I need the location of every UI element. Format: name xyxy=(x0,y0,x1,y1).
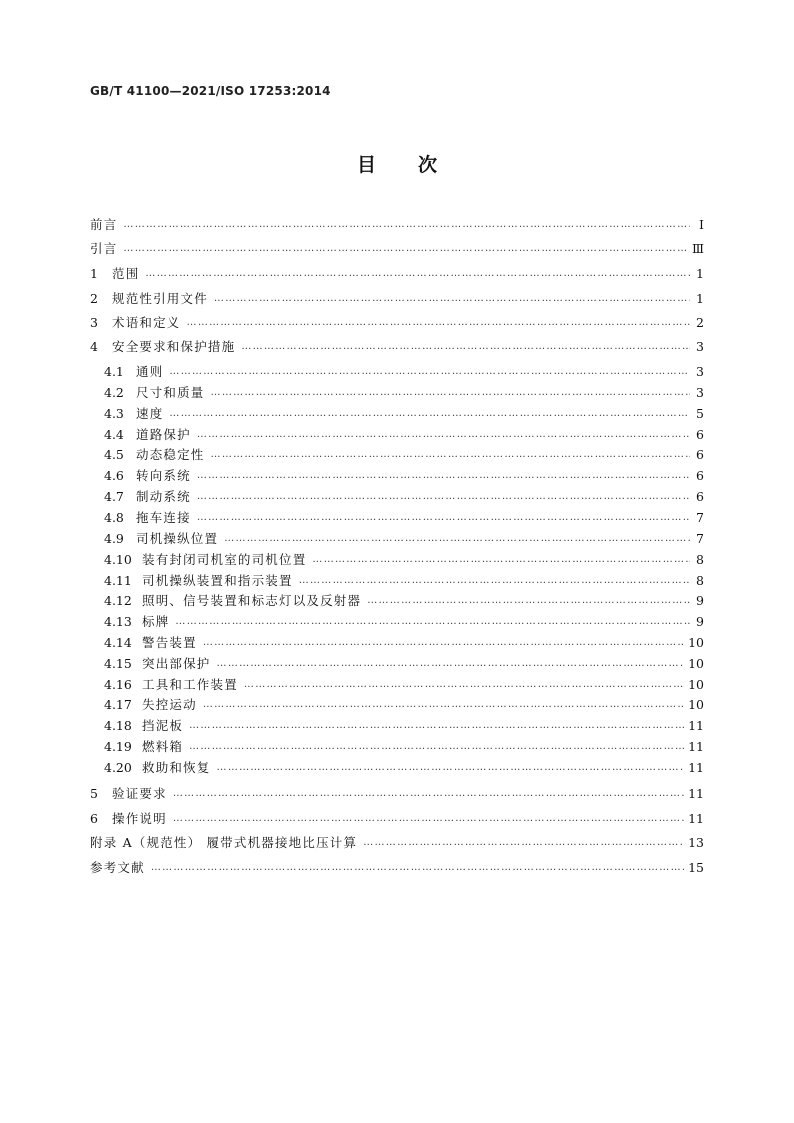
toc-entry-label: 操作说明 xyxy=(112,811,167,826)
toc-entry-number: 4.8 xyxy=(104,510,124,525)
toc-entry-page: 2 xyxy=(696,315,704,330)
toc-entry-page: 1 xyxy=(696,266,704,281)
toc-entry[interactable] xyxy=(90,362,704,382)
toc-entry-page: 6 xyxy=(696,489,704,504)
toc-entry-page: 7 xyxy=(696,531,704,546)
toc-entry-label: 挡泥板 xyxy=(142,718,184,733)
toc-entry-page: 10 xyxy=(688,697,704,712)
toc-leader-dots xyxy=(203,695,684,715)
toc-entry-label: 动态稳定性 xyxy=(136,447,205,462)
toc-leader-dots xyxy=(211,383,690,403)
toc-leader-dots xyxy=(189,737,684,757)
toc-entry-label: 装有封闭司机室的司机位置 xyxy=(142,552,307,567)
toc-leader-dots xyxy=(123,215,690,235)
toc-leader-dots xyxy=(145,264,690,284)
toc-leader-dots xyxy=(169,362,690,382)
toc-entry-number: 4.9 xyxy=(104,531,124,546)
toc-entry[interactable] xyxy=(90,404,704,424)
toc-leader-dots xyxy=(169,404,690,424)
toc-entry-label: 拖车连接 xyxy=(136,510,191,525)
toc-leader-dots xyxy=(203,633,684,653)
toc-entry-page: 8 xyxy=(696,552,704,567)
toc-leader-dots xyxy=(241,337,690,357)
toc-entry-label: 工具和工作装置 xyxy=(142,677,238,692)
toc-entry-number: 4.19 xyxy=(104,739,132,754)
toc-entry-label: 救助和恢复 xyxy=(142,760,211,775)
toc-leader-dots xyxy=(214,289,690,309)
toc-entry-number: 4.5 xyxy=(104,447,124,462)
toc-entry[interactable] xyxy=(90,289,704,309)
toc-entry-label: 术语和定义 xyxy=(112,315,181,330)
toc-entry-page: 3 xyxy=(696,364,704,379)
toc-entry-label: 道路保护 xyxy=(136,427,191,442)
toc-entry[interactable] xyxy=(90,466,704,486)
toc-entry-page: 8 xyxy=(696,573,704,588)
toc-leader-dots xyxy=(197,487,690,507)
toc-entry-number: 4.1 xyxy=(104,364,124,379)
toc-entry-label: 引言 xyxy=(90,241,118,256)
toc-entry-number: 4.12 xyxy=(104,593,132,608)
toc-entry-label: 司机操纵位置 xyxy=(136,531,219,546)
toc-entry-page: 11 xyxy=(688,718,704,733)
toc-entry-number: 5 xyxy=(90,786,98,801)
toc-entry-page: 11 xyxy=(688,811,704,826)
toc-entry-number: 2 xyxy=(90,291,98,306)
toc-entry[interactable] xyxy=(90,591,704,611)
toc-entry[interactable] xyxy=(90,239,704,259)
toc-entry-number: 6 xyxy=(90,811,98,826)
toc-entry[interactable] xyxy=(90,833,704,853)
toc-entry[interactable] xyxy=(90,858,704,878)
toc-entry-number: 4.4 xyxy=(104,427,124,442)
toc-leader-dots xyxy=(197,466,690,486)
toc-entry-label: 照明、信号装置和标志灯以及反射器 xyxy=(142,593,362,608)
toc-entry[interactable] xyxy=(90,550,704,570)
toc-entry-number: 4.11 xyxy=(104,573,132,588)
toc-entry-number: 4.6 xyxy=(104,468,124,483)
toc-leader-dots xyxy=(244,675,684,695)
toc-entry-label: 突出部保护 xyxy=(142,656,211,671)
toc-leader-dots xyxy=(187,313,690,333)
toc-entry-label: 警告装置 xyxy=(142,635,197,650)
toc-leader-dots xyxy=(175,612,690,632)
toc-entry-label: 验证要求 xyxy=(112,786,167,801)
toc-entry-label: 尺寸和质量 xyxy=(136,385,205,400)
toc-entry[interactable] xyxy=(90,571,704,591)
toc-entry-page: 13 xyxy=(688,835,704,850)
toc-entry-label: 失控运动 xyxy=(142,697,197,712)
toc-entry[interactable] xyxy=(90,487,704,507)
toc-leader-dots xyxy=(217,758,685,778)
toc-entry-page: 15 xyxy=(688,860,704,875)
toc-entry-label: 附录 A（规范性） 履带式机器接地比压计算 xyxy=(90,835,358,850)
toc-entry[interactable] xyxy=(90,716,704,736)
toc-entry-page: 10 xyxy=(688,677,704,692)
toc-entry[interactable] xyxy=(90,758,704,778)
toc-entry-number: 4.20 xyxy=(104,760,132,775)
toc-entry-page: 11 xyxy=(688,739,704,754)
toc-entry-number: 4.18 xyxy=(104,718,132,733)
toc-entry-number: 4.3 xyxy=(104,406,124,421)
toc-entry[interactable] xyxy=(90,337,704,357)
toc-entry-page: 1 xyxy=(696,291,704,306)
toc-entry[interactable] xyxy=(90,383,704,403)
toc-entry-page: 11 xyxy=(688,786,704,801)
toc-entry[interactable] xyxy=(90,633,704,653)
toc-entry-number: 4.13 xyxy=(104,614,132,629)
toc-entry-number: 4.10 xyxy=(104,552,132,567)
toc-entry[interactable] xyxy=(90,737,704,757)
toc-entry[interactable] xyxy=(90,313,704,333)
toc-leader-dots xyxy=(189,716,684,736)
toc-entry-number: 1 xyxy=(90,266,98,281)
toc-entry-page: 6 xyxy=(696,427,704,442)
toc-entry[interactable] xyxy=(90,445,704,465)
toc-entry-page: 9 xyxy=(696,614,704,629)
toc-entry-label: 标牌 xyxy=(142,614,170,629)
toc-entry-page: 6 xyxy=(696,468,704,483)
toc-leader-dots xyxy=(123,239,688,259)
toc-entry-number: 4.16 xyxy=(104,677,132,692)
toc-entry-page: 9 xyxy=(696,593,704,608)
toc-entry-label: 制动系统 xyxy=(136,489,191,504)
toc-entry-number: 4.7 xyxy=(104,489,124,504)
toc-entry[interactable] xyxy=(90,508,704,528)
toc-entry-number: 4.14 xyxy=(104,635,132,650)
toc-entry[interactable] xyxy=(90,529,704,549)
toc-entry-label: 通则 xyxy=(136,364,164,379)
toc-entry-number: 4.15 xyxy=(104,656,132,671)
toc-entry[interactable] xyxy=(90,695,704,715)
toc-entry-label: 安全要求和保护措施 xyxy=(112,339,236,354)
toc-leader-dots xyxy=(151,858,684,878)
toc-leader-dots xyxy=(217,654,685,674)
toc-entry-page: 11 xyxy=(688,760,704,775)
toc-leader-dots xyxy=(312,550,690,570)
toc-entry-label: 前言 xyxy=(90,217,118,232)
toc-entry-page: Ⅲ xyxy=(691,241,704,256)
toc-entry[interactable] xyxy=(90,264,704,284)
toc-leader-dots xyxy=(224,529,690,549)
toc-entry-label: 速度 xyxy=(136,406,164,421)
toc-entry[interactable] xyxy=(90,215,704,235)
toc-leader-dots xyxy=(299,571,690,591)
toc-entry-number: 3 xyxy=(90,315,98,330)
toc-leader-dots xyxy=(173,809,684,829)
toc-leader-dots xyxy=(211,445,690,465)
toc-leader-dots xyxy=(367,591,690,611)
toc-entry-label: 燃料箱 xyxy=(142,739,184,754)
toc-entry-page: 5 xyxy=(696,406,704,421)
toc-entry-label: 规范性引用文件 xyxy=(112,291,208,306)
toc-entry[interactable] xyxy=(90,612,704,632)
toc-entry[interactable] xyxy=(90,784,704,804)
toc-entry[interactable] xyxy=(90,654,704,674)
toc-entry-label: 范围 xyxy=(112,266,140,281)
page-title: 目次 xyxy=(356,154,479,176)
toc-entry-label: 转向系统 xyxy=(136,468,191,483)
toc-entry-page: 6 xyxy=(696,447,704,462)
toc-entry-number: 4.17 xyxy=(104,697,132,712)
standard-number: GB/T 41100—2021/ISO 17253:2014 xyxy=(90,84,331,98)
toc-entry[interactable] xyxy=(90,425,704,445)
toc-entry-page: 10 xyxy=(688,635,704,650)
toc-leader-dots xyxy=(197,425,690,445)
toc-entry-label: 司机操纵装置和指示装置 xyxy=(142,573,293,588)
toc-leader-dots xyxy=(197,508,690,528)
toc-entry[interactable] xyxy=(90,675,704,695)
toc-leader-dots xyxy=(363,833,684,853)
toc-entry-page: 10 xyxy=(688,656,704,671)
toc-entry-page: 7 xyxy=(696,510,704,525)
toc-entry-page: 3 xyxy=(696,339,704,354)
toc-entry[interactable] xyxy=(90,809,704,829)
toc-leader-dots xyxy=(173,784,684,804)
toc-entry-number: 4 xyxy=(90,339,98,354)
toc-entry-label: 参考文献 xyxy=(90,860,145,875)
toc-entry-page: 3 xyxy=(696,385,704,400)
toc-entry-number: 4.2 xyxy=(104,385,124,400)
toc-entry-page: Ⅰ xyxy=(699,217,704,232)
